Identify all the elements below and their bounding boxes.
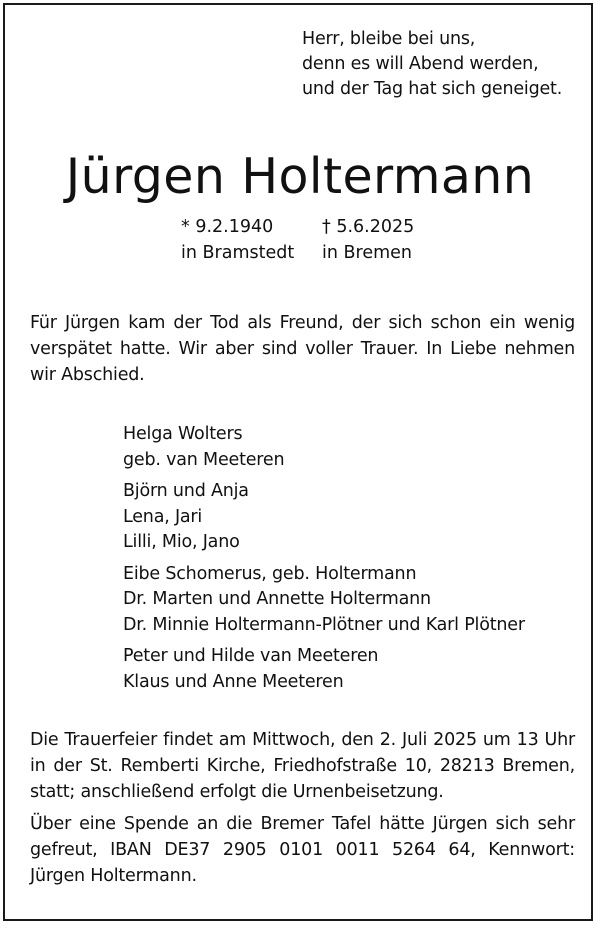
motto-verse bbox=[302, 27, 562, 102]
mourner-line: Helga Wolters bbox=[123, 424, 243, 444]
motto-line: und der Tag hat sich geneiget. bbox=[302, 79, 563, 99]
motto-line: denn es will Abend werden, bbox=[302, 54, 539, 74]
mourner-group bbox=[123, 562, 525, 639]
mourner-line: geb. van Meeteren bbox=[123, 449, 285, 470]
mourner-line: Björn und Anja bbox=[123, 481, 249, 501]
mourner-group bbox=[123, 422, 525, 473]
death-info bbox=[322, 214, 414, 266]
birth-place: in Bramstedt bbox=[181, 243, 295, 263]
death-place: in Bremen bbox=[322, 243, 413, 263]
deceased-name: Jürgen Holtermann bbox=[65, 148, 535, 205]
mourner-line: Klaus und Anne Meeteren bbox=[123, 671, 344, 692]
mourner-line: Lena, Jari bbox=[123, 506, 203, 527]
mourner-line: Dr. Marten und Annette Holtermann bbox=[123, 589, 431, 609]
birth-date: * 9.2.1940 bbox=[181, 217, 274, 237]
mourner-line: Dr. Minnie Holtermann-Plötner und Karl Plötner bbox=[123, 614, 525, 635]
death-date: † 5.6.2025 bbox=[322, 217, 415, 237]
donation-info: Über eine Spende an die Bremer Tafel hätte Jürgen sich sehr gefreut, IBAN DE37 2905 0101 0011 5264 64, Kennwort: Jürgen Holtermann. bbox=[30, 814, 575, 886]
mourner-line: Eibe Schomerus, geb. Holtermann bbox=[123, 563, 417, 584]
mourner-group bbox=[123, 644, 525, 695]
mourner-line: Lilli, Mio, Jano bbox=[123, 532, 240, 552]
mourner-group bbox=[123, 479, 525, 556]
mourners-list bbox=[123, 422, 525, 701]
intro-text: Für Jürgen kam der Tod als Freund, der sich schon ein wenig verspätet hatte. Wir aber sind voller Trauer. In Liebe nehmen wir Abschied. bbox=[30, 313, 575, 385]
motto-line: Herr, bleibe bei uns, bbox=[302, 29, 476, 49]
service-info: Die Trauerfeier findet am Mittwoch, den 2. Juli 2025 um 13 Uhr in der St. Remberti Kirche, Friedhofstraße 10, 28213 Bremen, statt; anschließend erfolgt die Urnenbeisetzung. bbox=[30, 730, 575, 802]
mourner-line: Peter und Hilde van Meeteren bbox=[123, 646, 379, 666]
birth-info bbox=[181, 214, 294, 266]
